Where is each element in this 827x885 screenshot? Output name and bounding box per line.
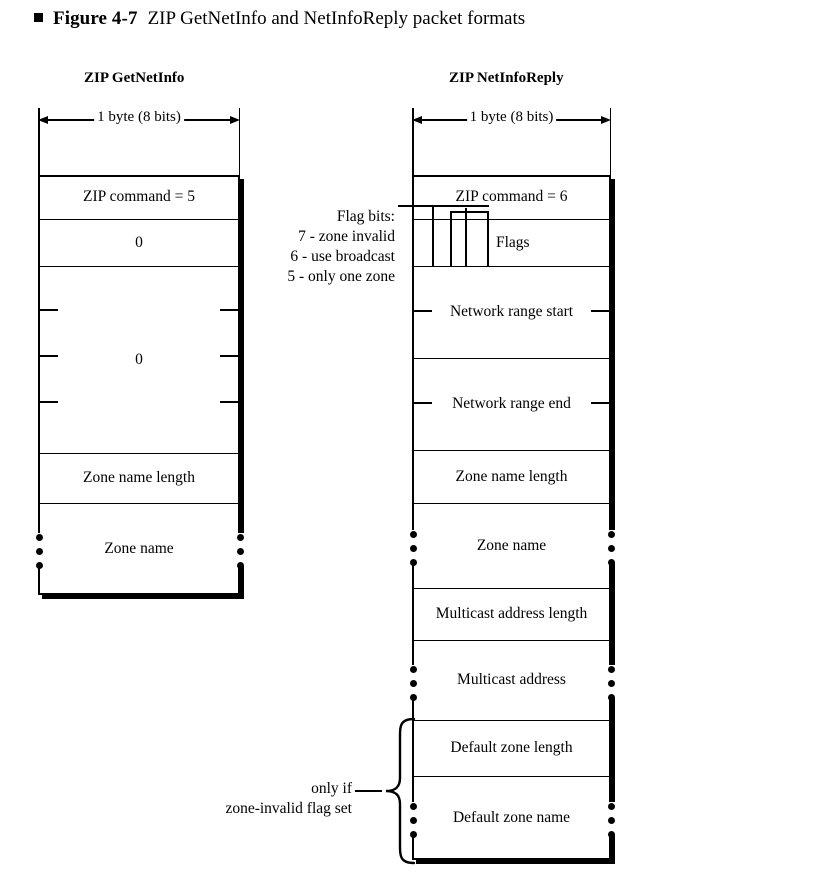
field-divider xyxy=(38,453,240,454)
continuation-tick xyxy=(220,355,238,357)
field-divider xyxy=(38,219,240,220)
field-divider xyxy=(412,720,611,721)
continuation-tick xyxy=(40,355,58,357)
width-measure-netinforeply xyxy=(412,108,611,178)
variable-length-dots xyxy=(608,803,615,838)
figure-caption xyxy=(34,8,525,30)
diagram-title-getnetinfo: ZIP GetNetInfo xyxy=(84,70,185,86)
flag-bit-divider xyxy=(450,219,452,266)
flag-leader-rail xyxy=(450,211,489,213)
field-label: Zone name xyxy=(104,540,174,557)
variable-length-dots xyxy=(608,531,615,566)
arrowhead-left-icon xyxy=(38,116,48,124)
variable-length-dots xyxy=(410,531,417,566)
width-measure-getnetinfo xyxy=(38,108,240,178)
arrowhead-right-icon xyxy=(230,116,240,124)
field-label: Flags xyxy=(496,233,530,251)
packet-field-flags xyxy=(412,219,611,266)
conditional-annotation xyxy=(110,779,352,819)
flag-leader-rail xyxy=(432,205,489,207)
packet-diagram-getnetinfo xyxy=(38,175,240,595)
packet-field xyxy=(412,503,611,588)
packet-field xyxy=(412,266,611,358)
field-divider xyxy=(38,503,240,504)
field-divider xyxy=(38,266,240,267)
flag-bit-divider xyxy=(487,219,489,266)
continuation-tick xyxy=(220,309,238,311)
field-label: Network range end xyxy=(452,395,571,412)
field-label: 0 xyxy=(135,233,143,251)
arrowhead-right-icon xyxy=(601,116,611,124)
variable-length-dots xyxy=(36,534,43,569)
continuation-tick xyxy=(591,402,609,404)
field-divider xyxy=(412,640,611,641)
continuation-tick xyxy=(414,310,432,312)
packet-field xyxy=(412,358,611,450)
packet-field xyxy=(38,503,240,595)
continuation-tick xyxy=(591,310,609,312)
packet-field xyxy=(412,776,611,860)
field-label: Default zone length xyxy=(450,739,573,756)
field-label: Zone name xyxy=(476,536,547,554)
continuation-tick xyxy=(40,401,58,403)
flag-bits-leader-line xyxy=(398,205,432,207)
packet-field xyxy=(412,588,611,640)
field-divider xyxy=(412,358,611,359)
field-divider xyxy=(412,266,611,267)
field-divider xyxy=(412,503,611,504)
field-divider xyxy=(412,776,611,777)
packet-field xyxy=(412,720,611,776)
flag-bits-heading: Flag bits: xyxy=(336,208,395,225)
field-label: Network range start xyxy=(449,303,574,320)
field-label: Multicast address length xyxy=(435,605,588,622)
box-shadow-bottom xyxy=(42,595,244,599)
flag-bit-leader xyxy=(465,208,467,219)
variable-length-dots xyxy=(410,666,417,701)
conditional-leader-line xyxy=(355,790,382,792)
field-label: ZIP command = 5 xyxy=(83,188,195,205)
field-label: ZIP command = 6 xyxy=(455,188,568,205)
conditional-brace-icon xyxy=(382,716,416,866)
flag-bits-annotation xyxy=(230,207,395,288)
conditional-line-2: zone-invalid flag set xyxy=(225,800,352,818)
field-label: Default zone name xyxy=(452,809,571,826)
packet-field xyxy=(412,640,611,720)
packet-field xyxy=(38,175,240,219)
packet-field xyxy=(38,453,240,503)
flag-bit-6-label: 6 - use broadcast xyxy=(290,248,395,266)
measure-label: 1 byte (8 bits) xyxy=(94,109,184,126)
field-divider xyxy=(412,588,611,589)
continuation-tick xyxy=(40,309,58,311)
continuation-tick xyxy=(414,402,432,404)
arrowhead-left-icon xyxy=(412,116,422,124)
field-label: Zone name length xyxy=(83,469,195,486)
field-label: Zone name length xyxy=(455,467,568,485)
figure-number: Figure 4-7 xyxy=(53,8,138,29)
flag-bit-7-label: 7 - zone invalid xyxy=(298,228,395,246)
field-label: Multicast address xyxy=(457,671,566,688)
field-divider xyxy=(412,450,611,451)
packet-field xyxy=(38,266,240,453)
packet-field xyxy=(412,450,611,503)
variable-length-dots xyxy=(237,534,244,569)
flag-bit-divider xyxy=(432,219,434,266)
field-divider xyxy=(412,219,611,220)
variable-length-dots xyxy=(608,666,615,701)
square-bullet-icon xyxy=(34,13,43,22)
box-shadow-bottom xyxy=(416,860,615,864)
diagram-title-netinforeply: ZIP NetInfoReply xyxy=(449,70,564,86)
packet-diagram-netinforeply xyxy=(412,175,611,860)
box-shadow-right xyxy=(611,179,615,864)
flag-bit-leader xyxy=(432,205,434,219)
figure-title: ZIP GetNetInfo and NetInfoReply packet formats xyxy=(147,8,526,29)
flag-bit-5-label: 5 - only one zone xyxy=(287,268,395,286)
field-label: 0 xyxy=(135,350,143,368)
measure-label: 1 byte (8 bits) xyxy=(467,109,557,126)
conditional-line-1: only if xyxy=(311,780,352,797)
packet-field xyxy=(412,175,611,219)
packet-field xyxy=(38,219,240,266)
flag-bit-divider xyxy=(465,219,467,266)
continuation-tick xyxy=(220,401,238,403)
